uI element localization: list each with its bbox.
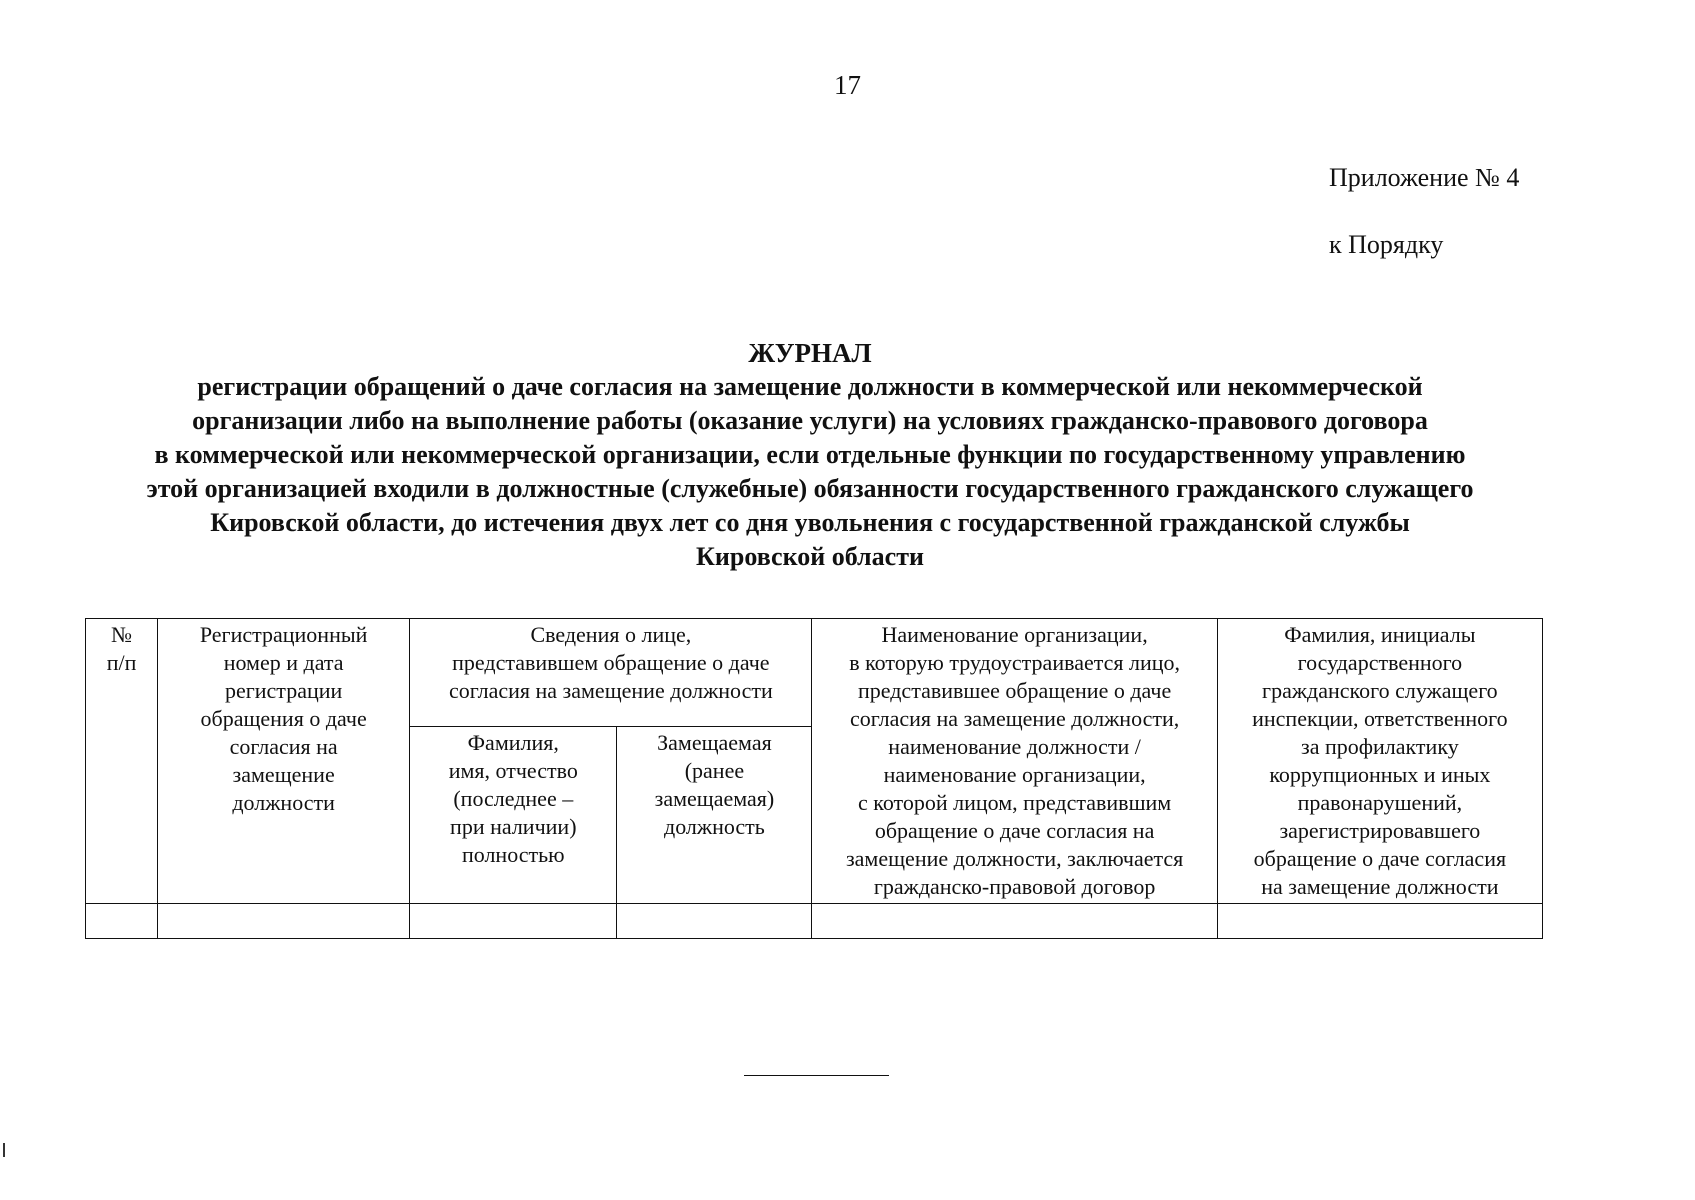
scan-artifact <box>3 1143 5 1157</box>
document-title: ЖУРНАЛ <box>748 338 872 368</box>
journal-table <box>85 618 1543 939</box>
table-cell <box>1217 904 1542 939</box>
header-registration: Регистрационный номер и дата регистрации обращения о даче согласия на замещение должности <box>158 619 410 904</box>
appendix-line-1: Приложение № 4 <box>1329 163 1520 192</box>
header-person-info: Сведения о лице, представившем обращение о даче согласия на замещение должности <box>410 619 812 727</box>
table-cell <box>158 904 410 939</box>
title-block <box>60 336 1560 574</box>
table-cell <box>617 904 812 939</box>
header-row-1 <box>86 619 1543 727</box>
table-cell <box>410 904 617 939</box>
subtitle-line: этой организацией входили в должностные (служебные) обязанности государственного гражданского служащего <box>146 474 1474 503</box>
subtitle-line: Кировской области <box>696 542 924 571</box>
header-number: № п/п <box>86 619 158 904</box>
header-person-position: Замещаемая (ранее замещаемая) должность <box>617 727 812 904</box>
closing-rule <box>744 1075 889 1076</box>
document-subtitle <box>60 370 1560 574</box>
subtitle-line: организации либо на выполнение работы (оказание услуги) на условиях гражданско-правового договора <box>192 406 1428 435</box>
subtitle-line: Кировской области, до истечения двух лет со дня увольнения с государственной гражданской службы <box>210 508 1410 537</box>
table-cell <box>86 904 158 939</box>
table-cell <box>812 904 1217 939</box>
header-organization: Наименование организации, в которую трудоустраивается лицо, представившее обращение о даче согласия на замещение должности, наименование должности / наименование организации, с которой лицом, представившим обращение о даче согласия на замещение должности, заключается гражданско-правовой договор <box>812 619 1217 904</box>
table-row <box>86 904 1543 939</box>
header-person-name: Фамилия, имя, отчество (последнее – при наличии) полностью <box>410 727 617 904</box>
page-number: 17 <box>834 70 861 100</box>
header-officer: Фамилия, инициалы государственного гражданского служащего инспекции, ответственного за профилактику коррупционных и иных правонарушений, зарегистрировавшего обращение о даче согласия на замещение должности <box>1217 619 1542 904</box>
appendix-note <box>1329 160 1519 263</box>
appendix-line-2: к Порядку <box>1329 230 1444 259</box>
subtitle-line: регистрации обращений о даче согласия на замещение должности в коммерческой или некоммерческой <box>197 372 1423 401</box>
subtitle-line: в коммерческой или некоммерческой организации, если отдельные функции по государственному управлению <box>154 440 1466 469</box>
